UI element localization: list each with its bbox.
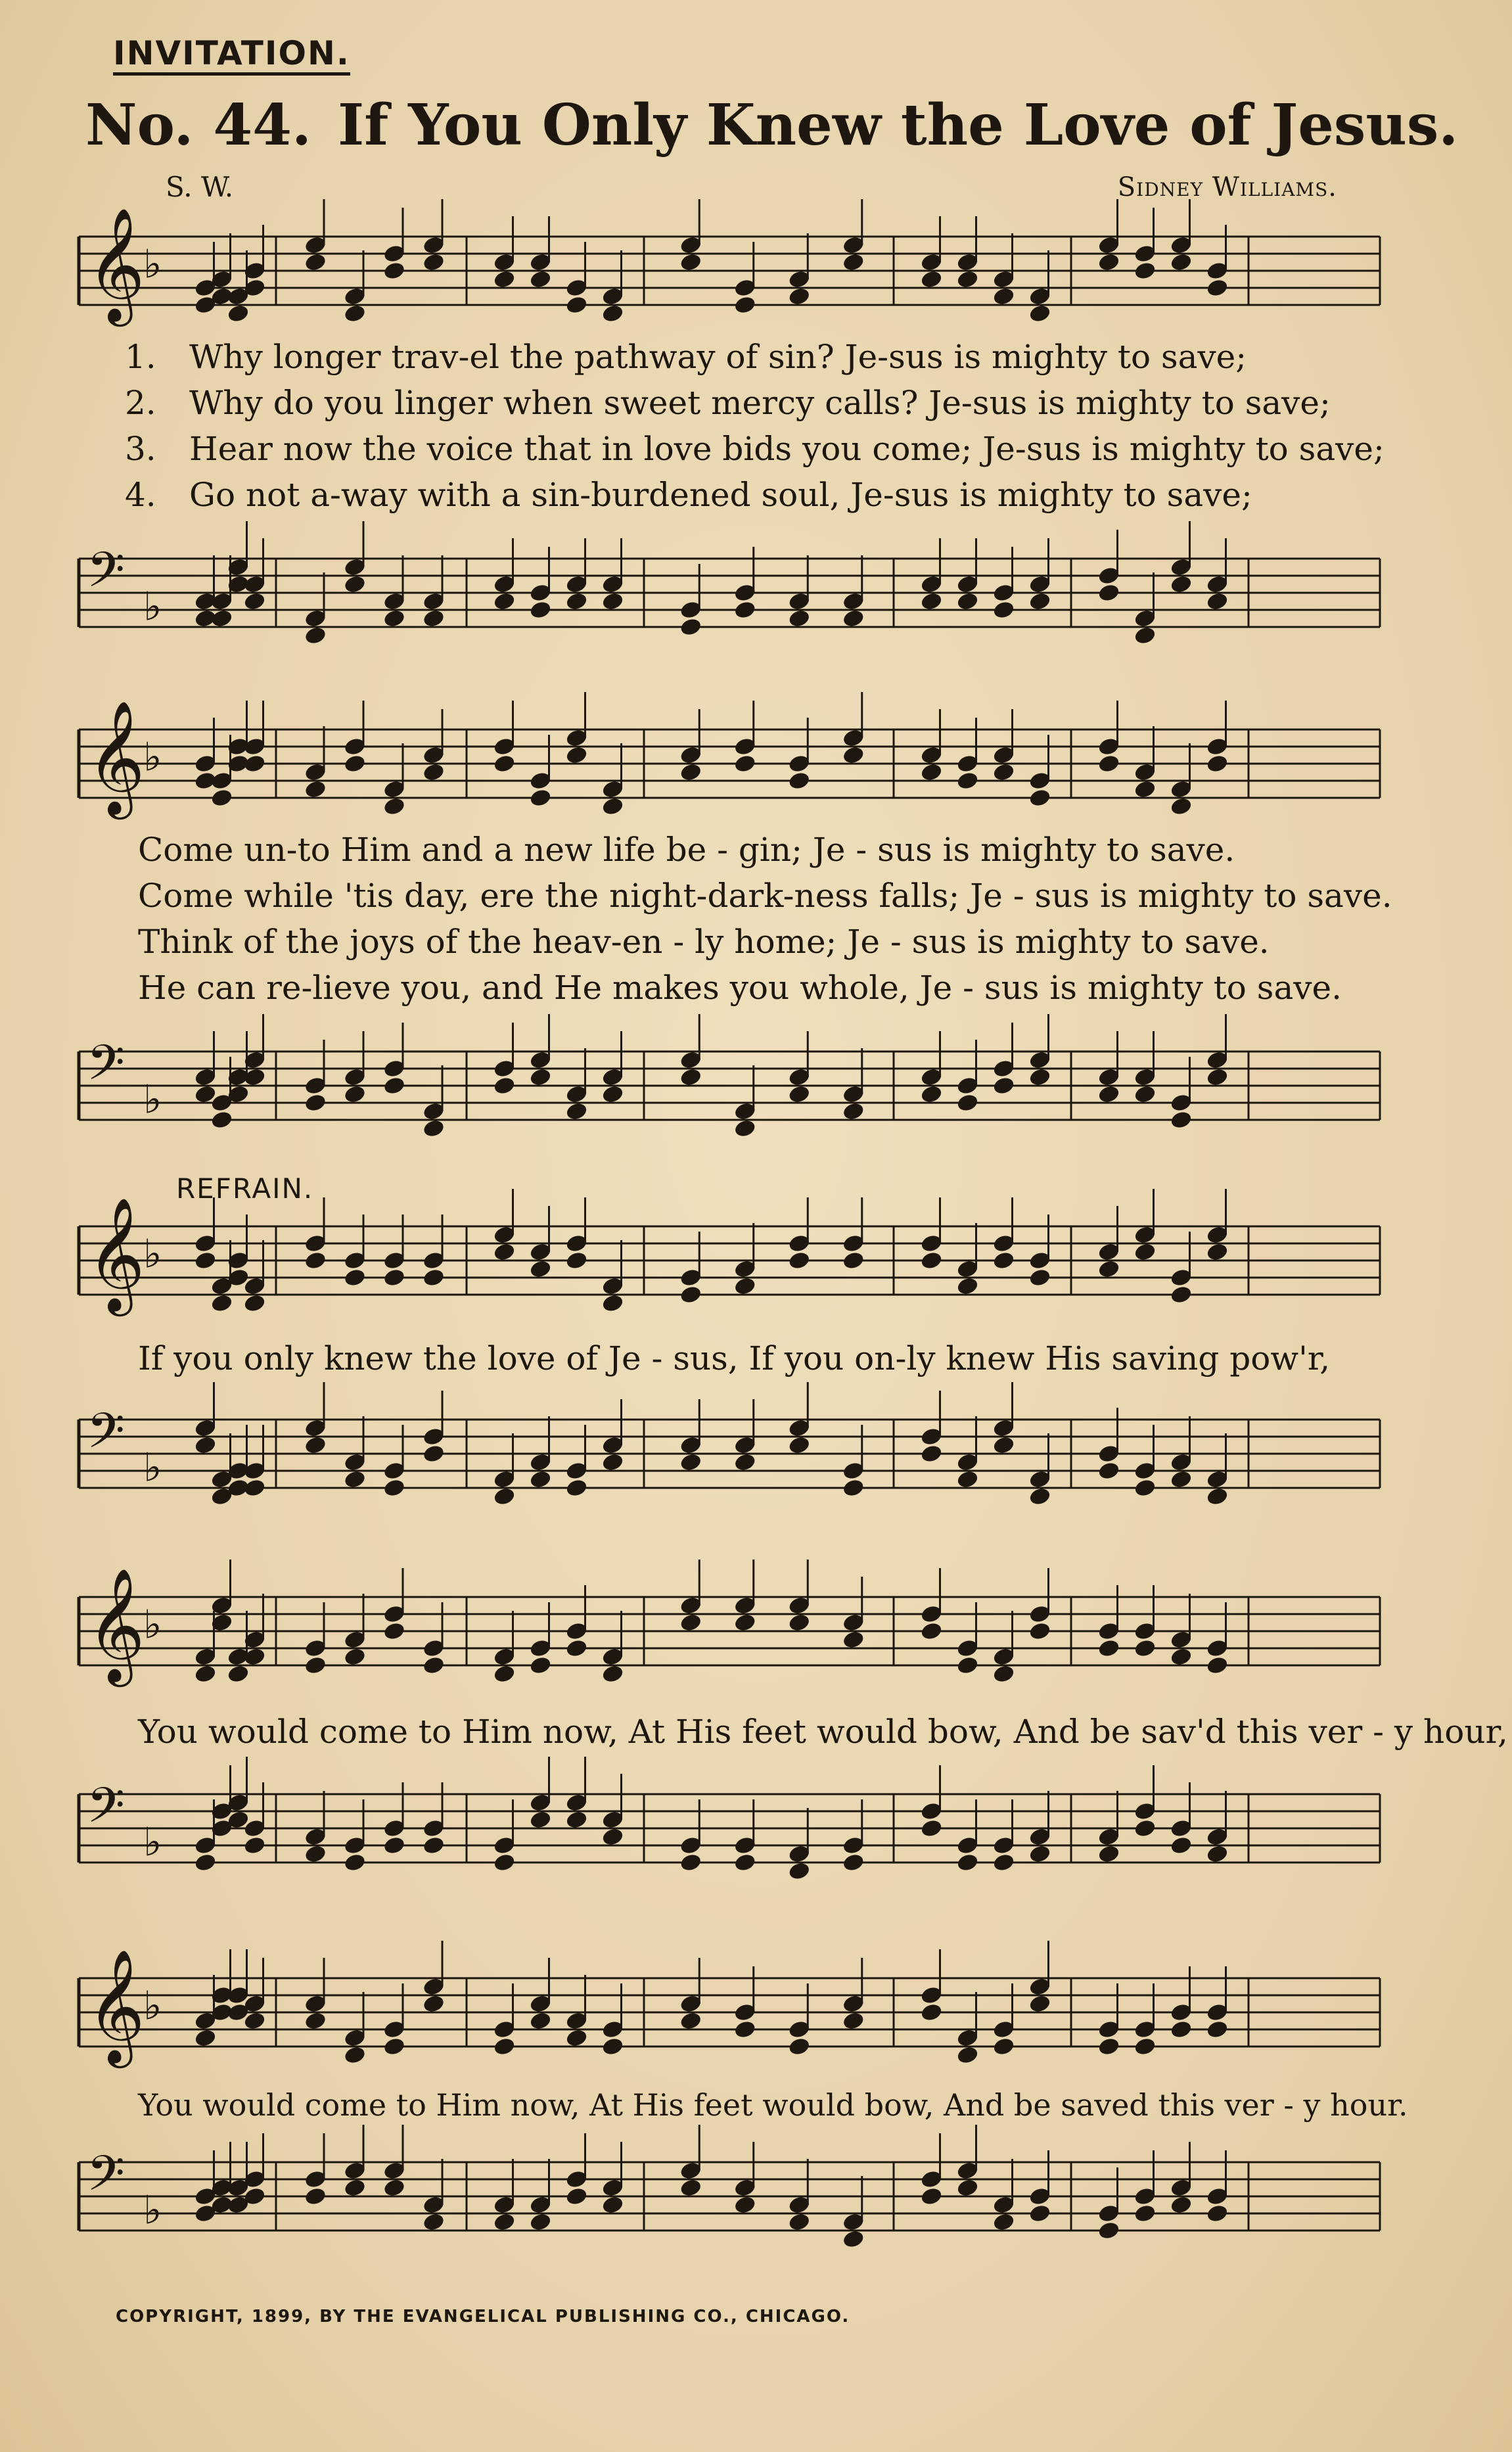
note-head [787,2212,811,2232]
note-head [1206,754,1229,774]
note-head [210,1293,234,1314]
note-head [733,754,757,774]
author-initials: S. W. [166,171,234,203]
note-head [343,304,367,324]
refrain-2-treble-staff [66,1567,1393,1696]
note-head [565,1251,589,1271]
note-head [601,797,625,817]
note-head [529,1067,553,1088]
note-head [304,1844,327,1864]
note-head [343,1268,367,1288]
note-head [679,617,702,637]
note-head [529,2212,553,2232]
note-head [920,1818,944,1839]
note-head [956,771,980,791]
key-flat-icon: ♭ [143,1231,162,1278]
bass-clef-icon: 𝄢 [87,542,125,611]
note-head [493,2037,516,2057]
note-head [842,2011,865,2031]
note-head [956,1853,980,1873]
note-head [1097,583,1121,603]
bass-clef-icon: 𝄢 [87,1402,125,1472]
note-head [382,1268,406,1288]
note-head [382,609,406,629]
key-flat-icon: ♭ [143,1819,162,1866]
note-head [679,252,702,273]
note-head [210,788,234,808]
note-head [842,609,865,629]
system-1-bass-staff [66,539,1393,657]
note-head [304,1435,327,1456]
note-head [194,1853,218,1873]
note-head [956,1469,980,1490]
note-head [1170,797,1193,817]
note-head [679,1067,702,1088]
note-head [1206,1242,1229,1262]
note-head [787,2037,811,2057]
note-head [1097,1638,1121,1659]
note-head [343,2178,367,2198]
treble-clef-icon: 𝄞 [87,1567,145,1682]
note-head [1028,1994,1052,2014]
note-head [601,1827,625,1847]
note-head [842,252,865,273]
note-head [422,2212,446,2232]
category-heading: INVITATION. [113,34,350,76]
note-head [529,1469,553,1490]
treble-clef-icon: 𝄞 [87,207,145,322]
note-head [842,745,865,766]
note-head [733,1276,757,1297]
note-head [493,1853,516,1873]
note-head [304,1655,327,1676]
note-head [679,1452,702,1473]
verse-line-1: 1. Why longer trav-el the pathway of sin? Je-sus is mighty to save; [125,338,1247,376]
note-head [382,1836,406,1856]
note-head [304,626,327,646]
note-head [529,1810,553,1830]
treble-clef-icon: 𝄞 [87,700,145,815]
note-head [1028,304,1052,324]
note-head [1206,1067,1229,1088]
note-head [565,591,589,612]
note-head [992,1853,1016,1873]
note-head [992,2212,1016,2232]
note-head [956,2178,980,2198]
note-head [956,269,980,290]
note-head [194,1664,218,1684]
note-head [842,1478,865,1498]
key-flat-icon: ♭ [143,1076,162,1123]
note-head [992,2037,1016,2057]
note-head [1134,2204,1157,2224]
note-head [1028,1844,1052,1864]
note-head [304,779,327,800]
note-head [1206,2020,1229,2040]
note-head [920,2186,944,2207]
note-head [601,2195,625,2215]
note-head [1134,1084,1157,1105]
note-head [529,2011,553,2031]
note-head [1170,1285,1193,1305]
note-head [343,1647,367,1667]
note-head [842,2229,865,2250]
note-head [842,1630,865,1650]
note-head [1206,1487,1229,1507]
note-head [1170,1836,1193,1856]
system-1-treble-staff [66,207,1393,335]
note-head [493,1242,516,1262]
note-head [992,1251,1016,1271]
note-head [1170,2195,1193,2215]
note-head [1134,1638,1157,1659]
note-head [1206,591,1229,612]
refrain-3-bass-staff [66,2142,1393,2261]
note-head [992,600,1016,620]
note-head [679,762,702,783]
note-head [382,1478,406,1498]
note-head [1028,591,1052,612]
note-head [422,1119,446,1139]
note-head [382,1621,406,1642]
note-head [493,1664,516,1684]
note-head [787,1084,811,1105]
note-head [422,1268,446,1288]
note-head [343,2045,367,2066]
refrain-lyric-line-2: You would come to Him now, At His feet would bow, And be sav'd this ver - y hour, [138,1713,1508,1751]
note-head [565,745,589,766]
note-head [304,252,327,273]
note-head [1170,1110,1193,1130]
note-head [382,1076,406,1096]
key-flat-icon: ♭ [143,584,162,630]
copyright-notice: COPYRIGHT, 1899, BY THE EVANGELICAL PUBLISHING CO., CHICAGO. [116,2307,850,2326]
note-head [992,1076,1016,1096]
note-head [1028,1268,1052,1288]
note-head [565,1478,589,1498]
note-head [787,1251,811,1271]
note-head [565,2028,589,2048]
note-head [956,1093,980,1113]
note-head [956,591,980,612]
note-head [1134,779,1157,800]
note-head [210,1110,234,1130]
note-head [529,269,553,290]
note-head [343,574,367,595]
note-head [920,269,944,290]
note-head [227,1664,250,1684]
note-head [493,754,516,774]
note-head [1028,2204,1052,2224]
key-flat-icon: ♭ [143,1602,162,1648]
note-head [992,1435,1016,1456]
note-head [1097,1844,1121,1864]
note-head [194,1435,218,1456]
note-head [422,762,446,783]
note-head [194,1251,218,1271]
verse-line-2-cont: Come while 'tis day, ere the night-dark-ness falls; Je - sus is mighty to save. [138,877,1392,915]
hymn-title-line [85,92,1465,158]
note-head [679,2011,702,2031]
note-head [343,1469,367,1490]
note-head [992,762,1016,783]
refrain-2-bass-staff [66,1774,1393,1893]
note-head [1028,1067,1052,1088]
note-head [601,2037,625,2057]
note-head [529,1655,553,1676]
refrain-label: REFRAIN. [176,1172,314,1205]
note-head [493,269,516,290]
note-head [1206,2204,1229,2224]
note-head [787,1613,811,1633]
note-head [1134,1478,1157,1498]
note-head [1097,2037,1121,2057]
composer-credit: Sidney Williams. [1117,172,1337,202]
treble-clef-icon: 𝄞 [87,1197,145,1312]
note-head [733,1452,757,1473]
key-flat-icon: ♭ [143,1445,162,1491]
note-head [422,1836,446,1856]
note-head [529,600,553,620]
note-head [733,2195,757,2215]
note-head [565,1810,589,1830]
key-flat-icon: ♭ [143,734,162,781]
bass-clef-icon: 𝄢 [87,1777,125,1847]
key-flat-icon: ♭ [143,241,162,288]
note-head [1028,1621,1052,1642]
note-head [422,609,446,629]
note-head [920,1084,944,1105]
refrain-1-bass-staff [66,1400,1393,1518]
note-head [304,2011,327,2031]
note-head [343,1853,367,1873]
note-head [992,287,1016,307]
note-head [1206,1655,1229,1676]
note-head [842,1101,865,1122]
note-head [733,1119,757,1139]
verse-line-2: 2. Why do you linger when sweet mercy calls? Je-sus is mighty to save; [125,384,1331,422]
refrain-1-treble-staff [66,1197,1393,1325]
note-head [1097,1259,1121,1280]
note-head [194,2028,218,2048]
note-head [304,1093,327,1113]
note-head [601,1084,625,1105]
note-head [733,2020,757,2040]
note-head [1206,278,1229,298]
note-head [679,1853,702,1873]
note-head [1097,754,1121,774]
note-head [679,1285,702,1305]
note-head [1097,1084,1121,1105]
note-head [422,1444,446,1464]
note-head [733,295,757,315]
note-head [1134,2037,1157,2057]
note-head [382,261,406,281]
note-head [1097,2221,1121,2241]
note-head [787,287,811,307]
note-head [1134,1242,1157,1262]
note-head [920,1621,944,1642]
note-head [343,754,367,774]
refrain-lyric-line-3: You would come to Him now, At His feet would bow, And be saved this ver - y hour. [138,2087,1408,2123]
note-head [601,1452,625,1473]
note-head [210,609,234,629]
key-flat-icon: ♭ [143,2187,162,2234]
note-head [733,1613,757,1633]
note-head [920,1251,944,1271]
note-head [1134,261,1157,281]
note-head [304,2186,327,2207]
note-head [1170,252,1193,273]
note-head [679,2178,702,2198]
note-head [227,304,250,324]
verse-line-4: 4. Go not a-way with a sin-burdened soul, Je-sus is mighty to save; [125,476,1252,514]
note-head [243,754,267,774]
verse-line-1-cont: Come un-to Him and a new life be - gin; Je - sus is mighty to save. [138,831,1235,869]
note-head [787,1435,811,1456]
note-head [733,600,757,620]
hymn-number: No. 44. [85,92,311,158]
refrain-lyric-line-1: If you only knew the love of Je - sus, If you on-ly knew His saving pow'r, [138,1339,1331,1377]
refrain-3-treble-staff [66,1949,1393,2077]
verse-line-3: 3. Hear now the voice that in love bids you come; Je-sus is mighty to save; [125,430,1385,468]
note-head [956,1276,980,1297]
note-head [992,1664,1016,1684]
bass-clef-icon: 𝄢 [87,2145,125,2215]
note-head [493,2212,516,2232]
note-head [565,2186,589,2207]
note-head [1170,2020,1193,2040]
verse-lyrics-part-1 [125,334,1385,518]
hymn-title: If You Only Knew the Love of Jesus. [337,92,1459,158]
note-head [343,1084,367,1105]
note-head [529,1259,553,1280]
note-head [243,1293,267,1314]
note-head [382,2178,406,2198]
note-head [382,797,406,817]
note-head [920,1444,944,1464]
note-head [1028,1487,1052,1507]
note-head [565,1101,589,1122]
system-2-treble-staff [66,700,1393,828]
note-head [601,304,625,324]
note-head [1028,788,1052,808]
note-head [493,591,516,612]
note-head [920,2002,944,2023]
note-head [920,762,944,783]
note-head [422,252,446,273]
note-head [733,1853,757,1873]
note-head [601,591,625,612]
verse-line-3-cont: Think of the joys of the heav-en - ly home; Je - sus is mighty to save. [138,923,1270,961]
note-head [382,2037,406,2057]
note-head [1134,626,1157,646]
note-head [493,1076,516,1096]
note-head [679,1613,702,1633]
note-head [422,1994,446,2014]
note-head [529,788,553,808]
note-head [920,591,944,612]
note-head [787,609,811,629]
note-head [565,295,589,315]
note-head [1134,1818,1157,1839]
note-head [601,1293,625,1314]
note-head [1170,1469,1193,1490]
note-head [1170,1647,1193,1667]
key-flat-icon: ♭ [143,1983,162,2029]
note-head [787,771,811,791]
verse-line-4-cont: He can re-lieve you, and He makes you whole, Je - sus is mighty to save. [138,969,1342,1007]
note-head [842,1853,865,1873]
system-2-bass-staff [66,1032,1393,1150]
note-head [243,591,267,612]
note-head [956,1655,980,1676]
note-head [1097,1461,1121,1481]
verse-lyrics-part-2 [138,827,1392,1011]
note-head [1170,574,1193,595]
note-head [304,1251,327,1271]
note-head [956,2045,980,2066]
note-head [493,1487,516,1507]
treble-clef-icon: 𝄞 [87,1949,145,2064]
note-head [243,1836,267,1856]
note-head [1206,1844,1229,1864]
note-head [422,1655,446,1676]
note-head [842,1251,865,1271]
bass-clef-icon: 𝄢 [87,1034,125,1104]
note-head [1097,252,1121,273]
note-head [787,1861,811,1882]
note-head [601,1664,625,1684]
note-head [565,1638,589,1659]
note-head [243,1478,267,1498]
